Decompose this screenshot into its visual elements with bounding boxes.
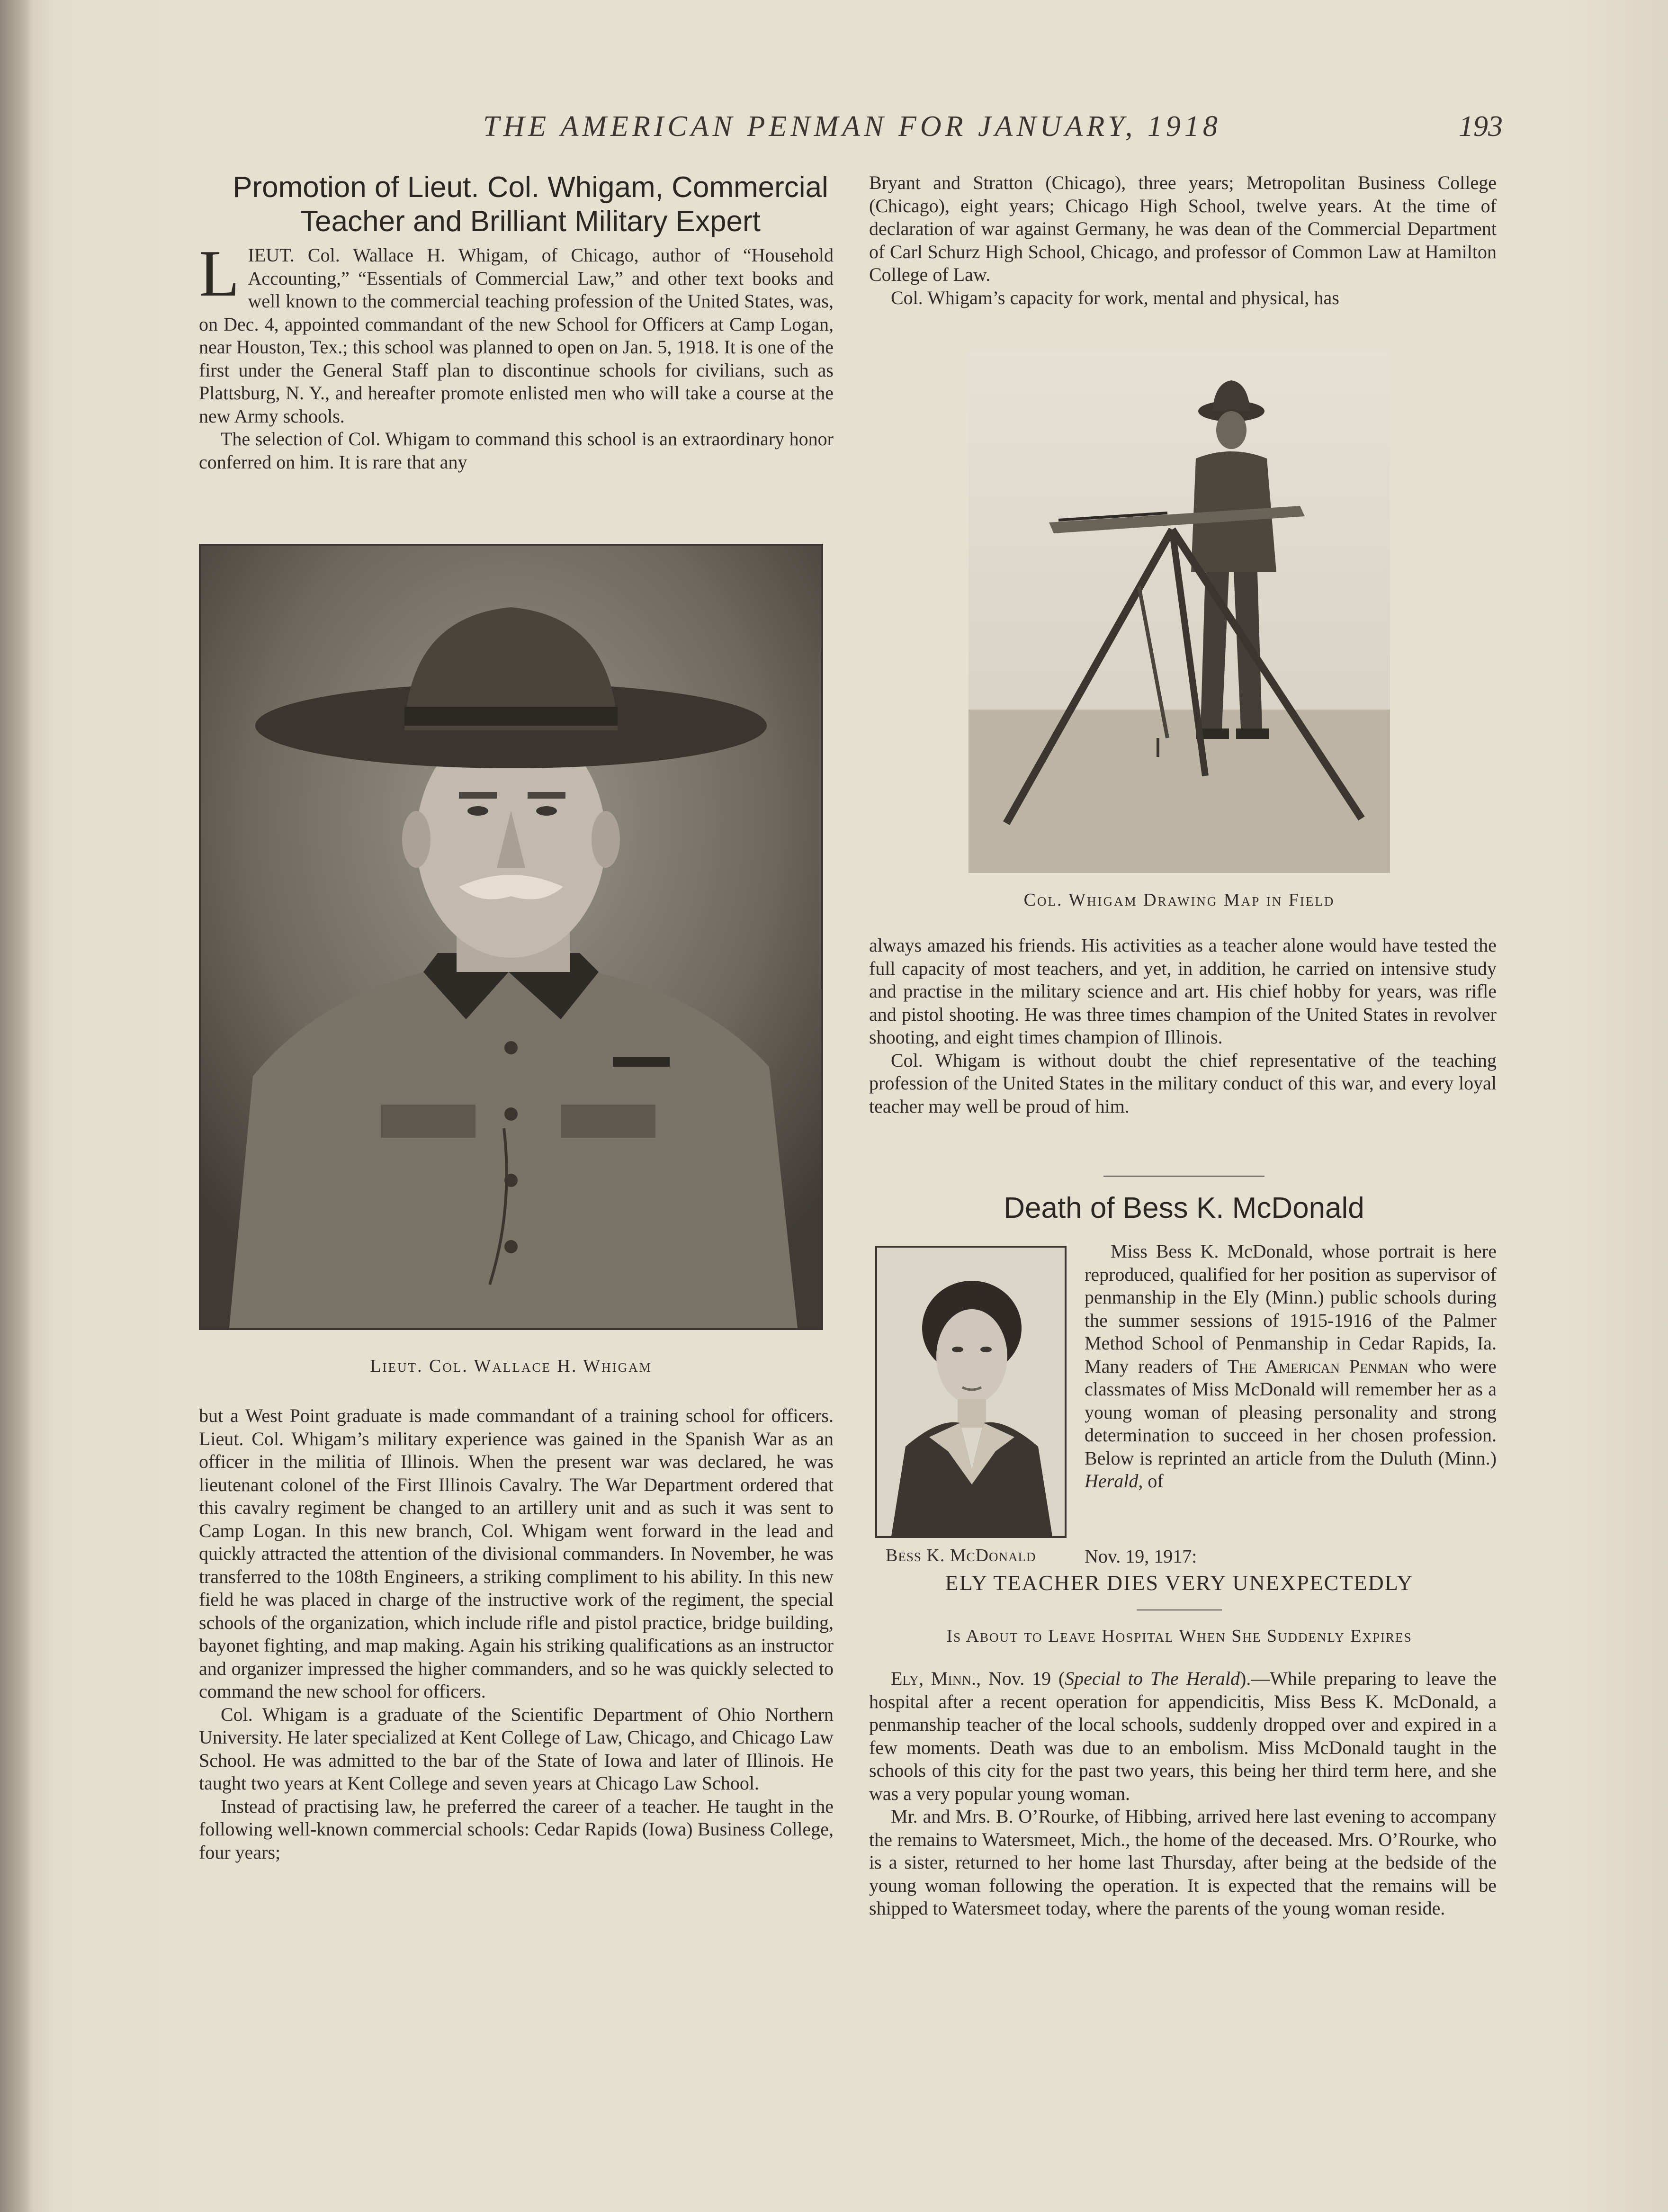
dateline-place: Ely, Minn.,	[891, 1668, 981, 1689]
portrait-mcdonald-image	[877, 1248, 1065, 1536]
paragraph-amazed: always amazed his friends. His activities as a teacher alone would have tested the full capacity of most teachers, and yet, in addition, he carried on intensive study and practise in the military science and art. His chief hobby for years, was rifle and pistol shooting. He was three times champion of the United States in revolver shooting, and eight times champion of Illinois.	[869, 935, 1497, 1048]
magazine-name: The American Penman	[1227, 1355, 1408, 1377]
binding-gutter	[0, 0, 33, 2212]
article-title-line-1: Promotion of Lieut. Col. Whigam, Commercial	[233, 171, 828, 204]
article-title	[199, 171, 862, 239]
reprint-paragraph-2: Mr. and Mrs. B. O’Rourke, of Hibbing, arrived here last evening to accompany the remains to Watersmeet, Mich., the home of the deceased. Mrs. O’Rourke, who is a sister, returned to her home last Thursday, after being at the bedside of the young woman following the operation. It is expected that the remains will be shipped to Watersmeet today, where the parents of the young woman reside.	[869, 1806, 1497, 1919]
portrait-whigam-image	[201, 546, 821, 1328]
portrait-mcdonald-caption: Bess K. McDonald	[886, 1546, 1036, 1565]
intro-text: IEUT. Col. Wallace H. Whigam, of Chicago, author of “Household Accounting,” “Essentials of Commercial Law,” and other text books and well known to the commercial teaching profession of the United States, was, on Dec. 4, appointed commandant of the new School for Officers at Camp Logan, near Houston, Tex.; this school was planned to open on Jan. 5, 1918. It is one of the first under the General Staff plan to discontinue schools for civilians, such as Plattsburg, N. Y., and hereafter promote enlisted men who will take a course at the new Army schools.	[199, 244, 834, 427]
paragraph-schools: Bryant and Stratton (Chicago), three years; Metropolitan Business College (Chicago), eight years; Chicago High School, twelve years. At the time of declaration of war against Germany, he was dean of the Commercial Department of Carl Schurz High School, Chicago, and professor of Common Law at Hamilton College of Law.	[869, 172, 1497, 285]
paragraph-teaching: Instead of practising law, he preferred the career of a teacher. He taught in the following well-known commercial schools: Cedar Rapids (Iowa) Business College, four years;	[199, 1795, 834, 1863]
article-2-title: Death of Bess K. McDonald	[1004, 1192, 1364, 1224]
paragraph-selection: The selection of Col. Whigam to command this school is an extraordinary honor conferred on him. It is rare that any	[199, 428, 834, 473]
running-header: THE AMERICAN PENMAN FOR JANUARY, 1918	[483, 110, 1221, 143]
field-photo-image	[969, 350, 1390, 873]
drop-cap: L	[199, 237, 240, 310]
paragraph-representative: Col. Whigam is without doubt the chief representative of the teaching profession of the United States in the military conduct of this war, and every loyal teacher may well be proud of him.	[869, 1049, 1497, 1117]
reprint-body	[869, 1667, 1497, 1920]
date-line: Nov. 19, 1917:	[1085, 1546, 1197, 1567]
mcdonald-intro	[1085, 1240, 1497, 1493]
page-number: 193	[1459, 110, 1503, 143]
herald-name: Herald,	[1085, 1470, 1143, 1492]
reprint-headline: ELY TEACHER DIES VERY UNEXPECTEDLY	[945, 1571, 1414, 1595]
paragraph-west-point: but a West Point graduate is made commandant of a training school for officers. Lieut. Col. Whigam’s military experience was gained in the Spanish War as an officer in the militia of Illinois. When the present war was declared, he was lieutenant colonel of the First Illinois Cavalry. The War Department ordered that this cavalry regiment be changed to an artillery unit and as such it was sent to Camp Logan. In this new branch, Col. Whigam went forward in the lead and quickly attracted the attention of the divisional commanders. In November, he was transferred to the 108th Engineers, a striking compliment to his ability. In this new field he was placed in charge of the instructive work of the regiment, the special schools of the organization, which include rifle and pistol practice, bridge building, bayonet fighting, and map making. Again his striking qualifications as an instructor and organizer impressed the higher commanders, and so he was quickly selected to command the new school for officers.	[199, 1405, 834, 1702]
field-photo	[969, 350, 1390, 873]
intro-paragraph	[199, 237, 834, 428]
right-column-middle	[869, 934, 1497, 1118]
field-photo-caption: Col. Whigam Drawing Map in Field	[1023, 890, 1335, 910]
right-column-top	[869, 171, 1497, 309]
left-column-top	[199, 237, 834, 474]
reprint-subhead: Is About to Leave Hospital When She Suddenly Expires	[946, 1626, 1412, 1646]
paragraph-capacity: Col. Whigam’s capacity for work, mental and physical, has	[891, 287, 1339, 308]
portrait-whigam-caption: Lieut. Col. Wallace H. Whigam	[370, 1356, 652, 1376]
portrait-whigam-photo	[199, 544, 823, 1330]
portrait-mcdonald-photo	[875, 1246, 1067, 1538]
article-title-line-2: Teacher and Brilliant Military Expert	[300, 205, 761, 238]
article-divider	[1103, 1176, 1264, 1177]
paragraph-education: Col. Whigam is a graduate of the Scientific Department of Ohio Northern University. He later specialized at Kent College of Law, Chicago, and Chicago Law School. He was admitted to the bar of the State of Iowa and later of Illinois. He taught two years at Kent College and seven years at Chicago Law School.	[199, 1703, 834, 1794]
special-note: Special to The Herald	[1065, 1668, 1240, 1689]
left-column-bottom	[199, 1404, 834, 1864]
mcdonald-intro-paragraph: Miss Bess K. McDonald, whose portrait is here reproduced, qualified for her position as supervisor of penmanship in the Ely (Minn.) public schools during the summer sessions of 1915-1916 of the Palmer Method School of Penmanship in Cedar Rapids, Ia. Many readers of The American Penman who were classmates of Miss McDonald will remember her as a young woman of pleasing personality and strong determination to succeed in her chosen profession. Below is reprinted an article from the Duluth (Minn.) Herald, of	[1085, 1241, 1497, 1492]
reprint-paragraph-1: Ely, Minn., Nov. 19 (Special to The Herald).—While preparing to leave the hospital after a recent operation for appendicitis, Miss Bess K. McDonald, a penmanship teacher of the local schools, suddenly dropped over and expired in a few moments. Death was due to an embolism. Miss McDonald taught in the schools of this city for the past two years, this being her third term here, and she was a very popular young woman.	[869, 1668, 1497, 1804]
